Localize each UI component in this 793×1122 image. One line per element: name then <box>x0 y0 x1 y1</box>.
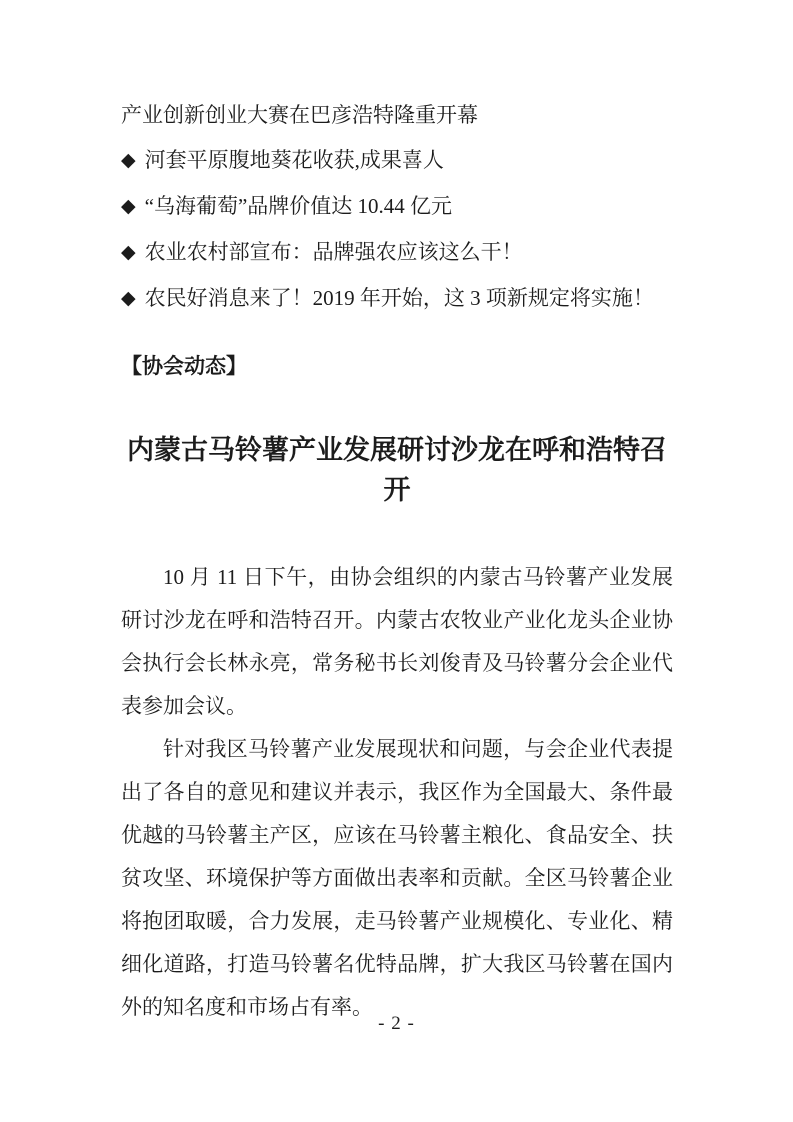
article-title: 内蒙古马铃薯产业发展研讨沙龙在呼和浩特召开 <box>127 435 667 505</box>
diamond-bullet-icon: ◆ <box>121 149 136 171</box>
headline-text: 农业农村部宣布：品牌强农应该这么干！ <box>144 240 523 264</box>
article-body <box>121 556 673 1029</box>
headline-text: 河套平原腹地葵花收获,成果喜人 <box>144 148 444 172</box>
article-paragraph: 针对我区马铃薯产业发展现状和问题，与会企业代表提出了各自的意见和建议并表示，我区作为全国最大、条件最优越的马铃薯主产区，应该在马铃薯主粮化、食品安全、扶贫攻坚、环境保护等方面做出表率和贡献。全区马铃薯企业将抱团取暖，合力发展，走马铃薯产业规模化、专业化、精细化道路，打造马铃薯名优特品牌，扩大我区马铃薯在国内外的知名度和市场占有率。 <box>121 737 673 1019</box>
page-content <box>121 93 673 1029</box>
headline-text: “乌海葡萄”品牌价值达 10.44 亿元 <box>144 194 453 218</box>
article-paragraph: 10 月 11 日下午，由协会组织的内蒙古马铃薯产业发展研讨沙龙在呼和浩特召开。内蒙古农牧业产业化龙头企业协会执行会长林永亮，常务秘书长刘俊青及马铃薯分会企业代表参加会议。 <box>121 565 673 718</box>
headline-item <box>121 184 673 230</box>
headline-continuation-line: 产业创新创业大赛在巴彦浩特隆重开幕 <box>121 103 478 127</box>
headline-text: 农民好消息来了！2019 年开始，这 3 项新规定将实施！ <box>144 286 654 310</box>
headline-item <box>121 230 673 276</box>
diamond-bullet-icon: ◆ <box>121 195 136 217</box>
page-number: - 2 - <box>378 1013 415 1034</box>
diamond-bullet-icon: ◆ <box>121 287 136 309</box>
headline-digest <box>121 93 673 322</box>
section-header: 【协会动态】 <box>121 354 247 378</box>
diamond-bullet-icon: ◆ <box>121 241 136 263</box>
headline-item <box>121 276 673 322</box>
headline-item <box>121 138 673 184</box>
